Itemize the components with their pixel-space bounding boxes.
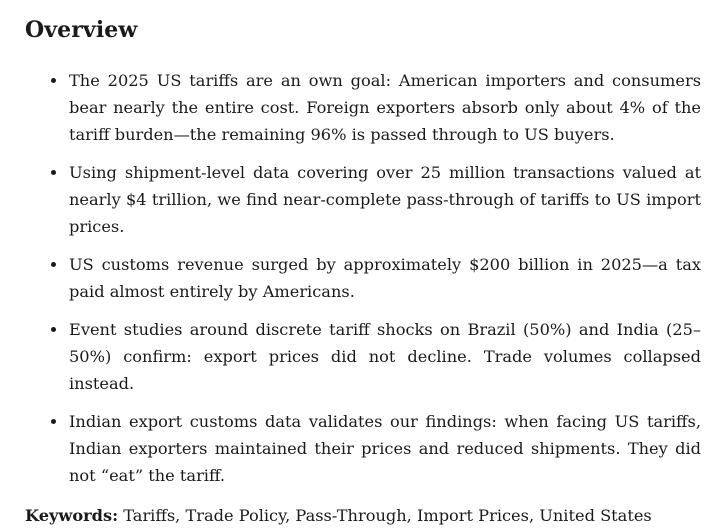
bullet-text: US customs revenue surged by approximately $200 billion in 2025—a tax paid almost entirely by Americans. xyxy=(69,255,701,301)
bullet-dot-icon xyxy=(51,170,56,175)
bullet-text: Indian export customs data validates our findings: when facing US tariffs, Indian exporters maintained their prices and reduced shipments. They did not “eat” the tariff. xyxy=(69,412,701,485)
overview-bullet-list xyxy=(24,67,701,489)
keywords-line xyxy=(25,502,701,529)
bullet-text: Using shipment-level data covering over 25 million transactions valued at nearly $4 trillion, we find near-complete pass-through of tariffs to US import prices. xyxy=(69,163,701,236)
bullet-text: The 2025 US tariffs are an own goal: American importers and consumers bear nearly the entire cost. Foreign exporters absorb only about 4% of the tariff burden—the remaining 96% is passed through to US buyers. xyxy=(69,71,701,144)
bullet-dot-icon xyxy=(51,327,56,332)
bullet-item xyxy=(24,159,701,240)
bullet-dot-icon xyxy=(51,78,56,83)
keywords-label: Keywords: xyxy=(25,506,119,525)
bullet-dot-icon xyxy=(51,419,56,424)
bullet-dot-icon xyxy=(51,262,56,267)
bullet-item xyxy=(24,408,701,489)
bullet-text: Event studies around discrete tariff shocks on Brazil (50%) and India (25–50%) confirm: export prices did not decline. Trade volumes collapsed instead. xyxy=(69,320,701,393)
section-title: Overview xyxy=(25,17,138,43)
keywords-value: Tariffs, Trade Policy, Pass-Through, Import Prices, United States xyxy=(123,506,652,525)
bullet-item xyxy=(24,251,701,305)
bullet-item xyxy=(24,67,701,148)
bullet-item xyxy=(24,316,701,397)
